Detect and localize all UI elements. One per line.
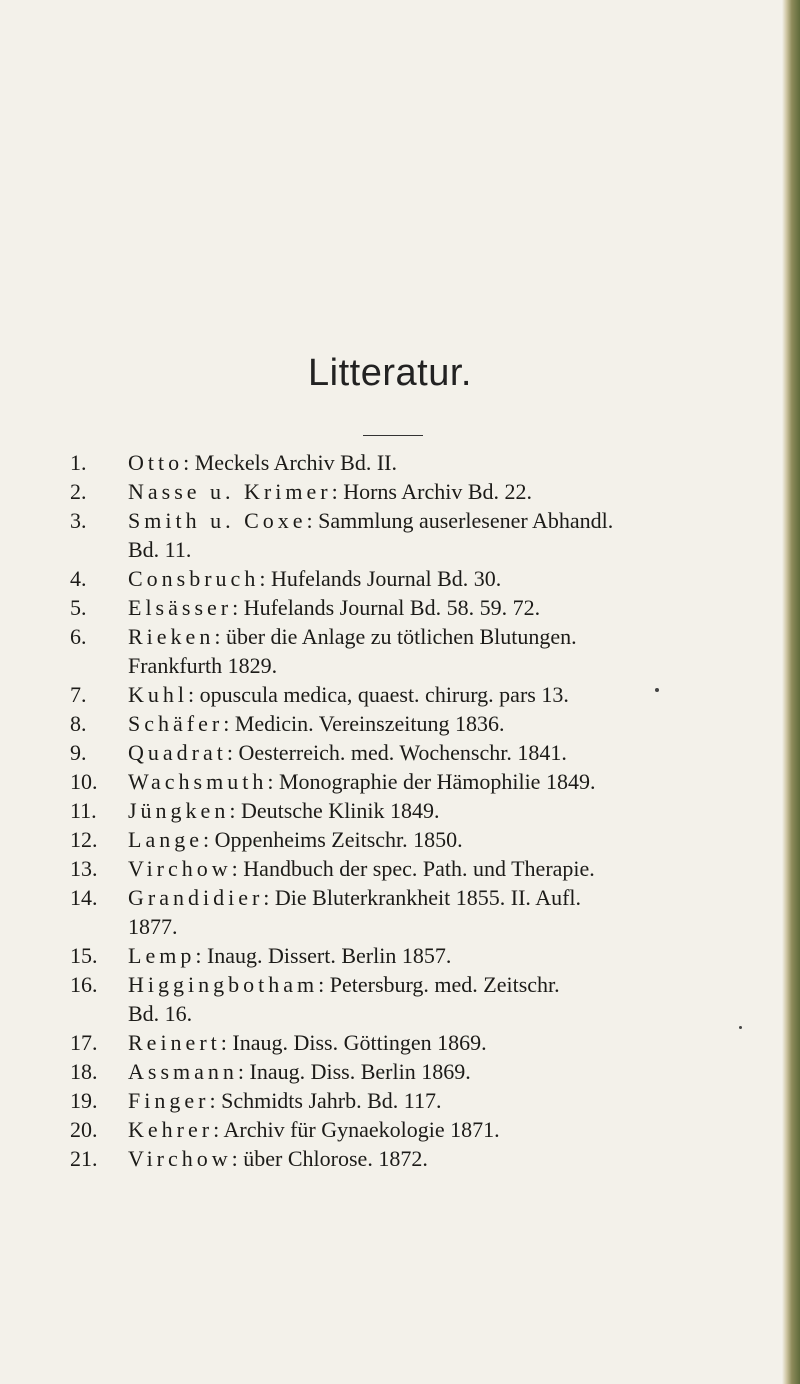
- entry-number: 5.: [70, 595, 87, 620]
- entry-source: opuscula medica, quaest. chirurg. pars 13.: [194, 682, 569, 707]
- entry-number: 2.: [70, 479, 87, 504]
- entry-author: Reinert: [128, 1030, 221, 1055]
- entry-source: Die Bluterkrankheit 1855. II. Aufl.: [269, 885, 582, 910]
- entry-source: Archiv für Gynaekologie 1871.: [219, 1117, 500, 1142]
- reference-entry: [70, 854, 750, 883]
- reference-entry: [70, 709, 750, 738]
- reference-entry: [70, 1028, 750, 1057]
- reference-entry: [70, 680, 750, 709]
- entry-author: Smith u. Coxe: [128, 508, 307, 533]
- entry-author: Otto: [128, 450, 184, 475]
- reference-entry: [70, 448, 750, 477]
- entry-author: Lange: [128, 827, 203, 852]
- entry-author: Nasse u. Krimer: [128, 479, 332, 504]
- entry-source: über die Anlage zu tötlichen Blutungen.: [220, 624, 577, 649]
- entry-author: Elsässer: [128, 595, 233, 620]
- entry-number: 10.: [70, 769, 98, 794]
- entry-separator: :: [209, 1088, 216, 1113]
- entry-author: Virchow: [128, 1146, 232, 1171]
- entry-separator: :: [214, 624, 221, 649]
- title-divider: [363, 435, 423, 436]
- reference-entry: [70, 767, 750, 796]
- entry-number: 11.: [70, 798, 97, 823]
- page-edge: [782, 0, 800, 1384]
- entry-author: Virchow: [128, 856, 232, 881]
- entry-number: 12.: [70, 827, 98, 852]
- reference-entry: [70, 622, 750, 680]
- entry-source: Inaug. Diss. Göttingen 1869.: [226, 1030, 487, 1055]
- entry-source: Deutsche Klinik 1849.: [235, 798, 440, 823]
- entry-author: Kehrer: [128, 1117, 214, 1142]
- entry-source: Schmidts Jahrb. Bd. 117.: [215, 1088, 442, 1113]
- reference-entry: [70, 941, 750, 970]
- entry-separator: :: [220, 1030, 227, 1055]
- entry-separator: :: [237, 1059, 245, 1084]
- entry-source: Inaug. Dissert. Berlin 1857.: [201, 943, 452, 968]
- entry-separator: :: [232, 595, 239, 620]
- reference-entry: [70, 1115, 750, 1144]
- entry-separator: :: [231, 856, 238, 881]
- entry-number: 21.: [70, 1146, 98, 1171]
- reference-entry: [70, 825, 750, 854]
- reference-list: [70, 448, 750, 1173]
- entry-number: 15.: [70, 943, 98, 968]
- entry-separator: :: [263, 885, 270, 910]
- entry-separator: :: [226, 740, 233, 765]
- entry-source: Horns Archiv Bd. 22.: [337, 479, 533, 504]
- entry-separator: :: [188, 682, 195, 707]
- entry-separator: :: [183, 450, 190, 475]
- entry-continuation: Frankfurth 1829.: [128, 653, 278, 678]
- entry-number: 17.: [70, 1030, 98, 1055]
- entry-source: Monographie der Hämophilie 1849.: [273, 769, 596, 794]
- entry-source: Hufelands Journal Bd. 58. 59. 72.: [238, 595, 541, 620]
- entry-source: Inaug. Diss. Berlin 1869.: [244, 1059, 471, 1084]
- entry-number: 3.: [70, 508, 87, 533]
- entry-number: 1.: [70, 450, 87, 475]
- entry-number: 20.: [70, 1117, 98, 1142]
- entry-number: 13.: [70, 856, 98, 881]
- entry-number: 18.: [70, 1059, 98, 1084]
- entry-number: 6.: [70, 624, 87, 649]
- entry-author: Lemp: [128, 943, 196, 968]
- entry-continuation: Bd. 16.: [128, 1001, 193, 1026]
- entry-source: Oppenheims Zeitschr. 1850.: [209, 827, 463, 852]
- entry-separator: :: [331, 479, 338, 504]
- entry-separator: :: [229, 798, 236, 823]
- entry-source: Petersburg. med. Zeitschr.: [324, 972, 560, 997]
- entry-author: Consbruch: [128, 566, 260, 591]
- entry-source: Hufelands Journal Bd. 30.: [265, 566, 502, 591]
- reference-entry: [70, 796, 750, 825]
- page-title: Litteratur.: [308, 352, 472, 394]
- entry-source: Medicin. Vereinszeitung 1836.: [229, 711, 505, 736]
- reference-entry: [70, 564, 750, 593]
- reference-entry: [70, 883, 750, 941]
- entry-number: 16.: [70, 972, 98, 997]
- entry-separator: :: [202, 827, 210, 852]
- entry-source: Meckels Archiv Bd. II.: [189, 450, 397, 475]
- entry-author: Jüngken: [128, 798, 230, 823]
- entry-author: Schäfer: [128, 711, 224, 736]
- reference-entry: [70, 970, 750, 1028]
- entry-number: 19.: [70, 1088, 98, 1113]
- entry-author: Higgingbotham: [128, 972, 319, 997]
- entry-separator: :: [231, 1146, 238, 1171]
- reference-entry: [70, 477, 750, 506]
- entry-author: Rieken: [128, 624, 215, 649]
- reference-entry: [70, 1144, 750, 1173]
- entry-author: Wachsmuth: [128, 769, 268, 794]
- ink-speck: [655, 688, 659, 692]
- reference-entry: [70, 738, 750, 767]
- entry-separator: :: [223, 711, 230, 736]
- entry-source: Oesterreich. med. Wochenschr. 1841.: [232, 740, 567, 765]
- entry-author: Grandidier: [128, 885, 264, 910]
- entry-number: 8.: [70, 711, 87, 736]
- entry-continuation: Bd. 11.: [128, 537, 192, 562]
- entry-author: Quadrat: [128, 740, 227, 765]
- entry-separator: :: [259, 566, 266, 591]
- reference-entry: [70, 1057, 750, 1086]
- entry-source: Sammlung auserlesener Abhandl.: [312, 508, 614, 533]
- entry-number: 9.: [70, 740, 87, 765]
- ink-speck: [739, 1026, 742, 1029]
- reference-entry: [70, 1086, 750, 1115]
- entry-source: Handbuch der spec. Path. und Therapie.: [237, 856, 595, 881]
- entry-author: Kuhl: [128, 682, 188, 707]
- entry-author: Finger: [128, 1088, 210, 1113]
- entry-continuation: 1877.: [128, 914, 178, 939]
- entry-separator: :: [306, 508, 313, 533]
- entry-separator: :: [318, 972, 325, 997]
- entry-number: 4.: [70, 566, 87, 591]
- entry-number: 14.: [70, 885, 98, 910]
- entry-separator: :: [213, 1117, 220, 1142]
- entry-separator: :: [267, 769, 274, 794]
- entry-number: 7.: [70, 682, 87, 707]
- entry-separator: :: [195, 943, 202, 968]
- reference-entry: [70, 593, 750, 622]
- entry-author: Assmann: [128, 1059, 238, 1084]
- entry-source: über Chlorose. 1872.: [237, 1146, 428, 1171]
- reference-entry: [70, 506, 750, 564]
